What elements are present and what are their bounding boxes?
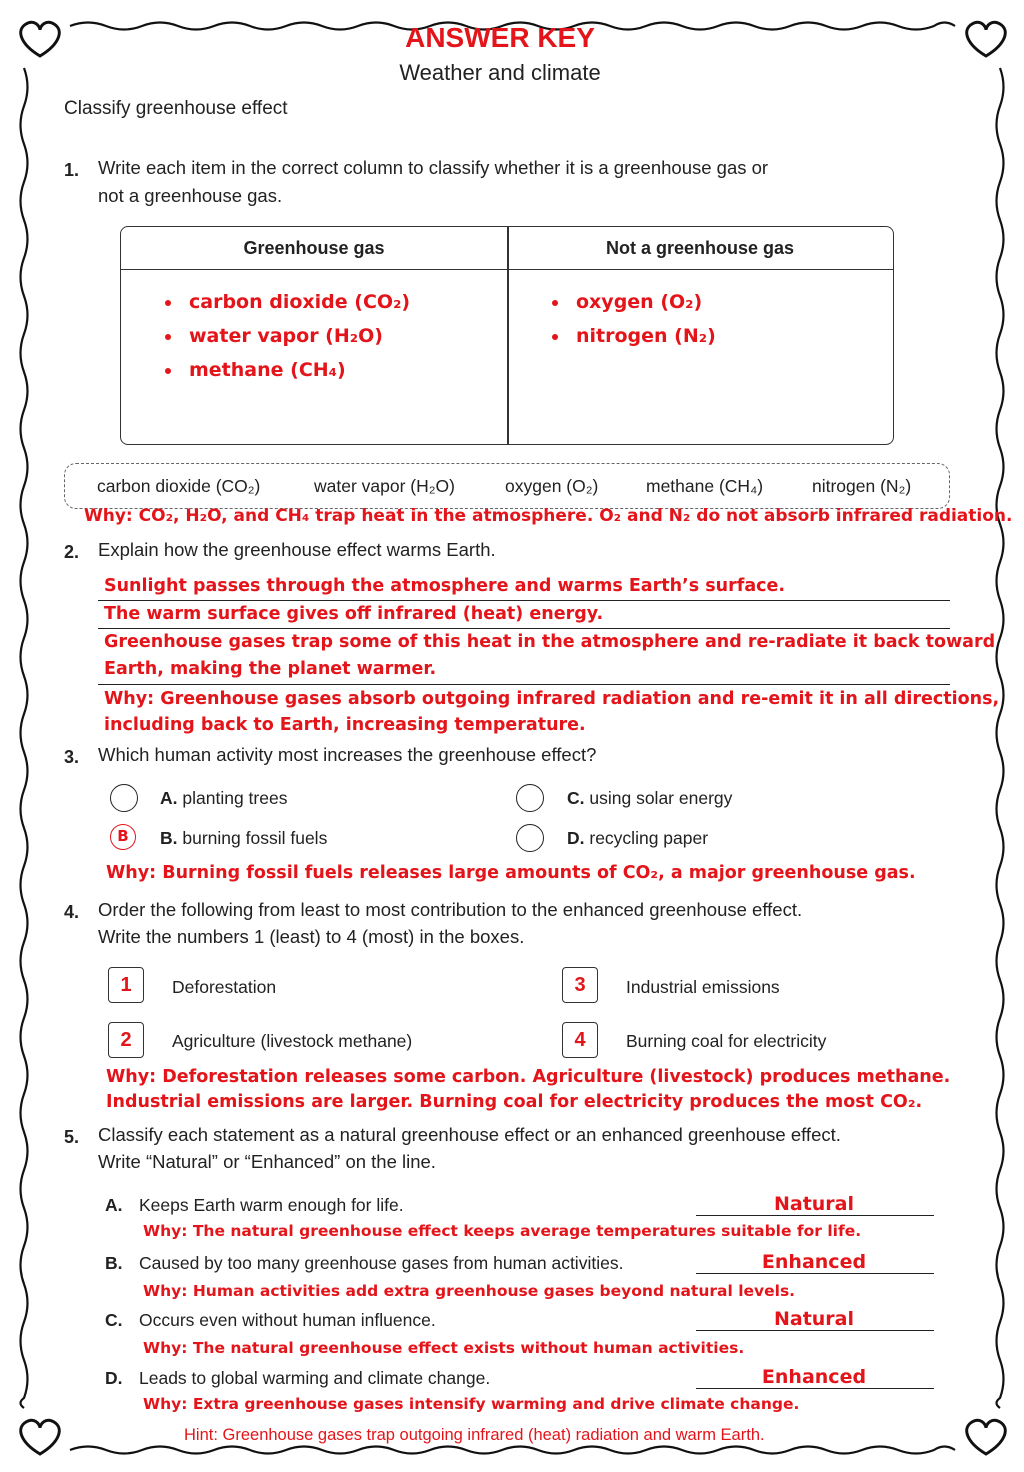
option-d[interactable]: D. recycling paper: [567, 828, 709, 848]
question-4-text-line1: Order the following from least to most contribution to the enhanced greenhouse effect.: [98, 899, 803, 920]
question-4-number: 4.: [64, 902, 80, 922]
option-c-radio[interactable]: [516, 784, 544, 812]
answer-line: [696, 1215, 934, 1216]
word-bank-item: methane (CH₄): [646, 476, 764, 496]
bullet-icon: [552, 300, 558, 306]
option-a[interactable]: A. planting trees: [160, 788, 288, 808]
rank-item-label: Industrial emissions: [626, 977, 780, 997]
statement-text: Occurs even without human influence.: [139, 1310, 436, 1330]
question-4-why-line1: Why: Deforestation releases some carbon. Agriculture (livestock) produces methane.: [106, 1067, 951, 1087]
answer-line: Sunlight passes through the atmosphere and warms Earth’s surface.: [104, 576, 786, 596]
question-1-text-line1: Write each item in the correct column to classify whether it is a greenhouse gas or: [98, 157, 769, 178]
list-item: water vapor (H₂O): [165, 319, 410, 353]
bullet-icon: [165, 368, 171, 374]
writing-line: [98, 600, 950, 601]
border-wave: [21, 68, 28, 1408]
section-heading: Classify greenhouse effect: [64, 98, 288, 119]
rank-item-label: Burning coal for electricity: [626, 1031, 827, 1051]
rank-box[interactable]: 3: [562, 967, 598, 1003]
question-4-why-line2: Industrial emissions are larger. Burning coal for electricity produces the most CO₂.: [106, 1092, 923, 1112]
border-wave: [997, 68, 1004, 1408]
statement-letter: C.: [105, 1310, 123, 1330]
word-bank-item: oxygen (O₂): [505, 476, 599, 496]
page-title: ANSWER KEY: [405, 22, 595, 53]
statement-answer[interactable]: Natural: [773, 1308, 855, 1330]
hint-text: Hint: Greenhouse gases trap outgoing infrared (heat) radiation and warm Earth.: [184, 1426, 765, 1444]
question-1-number: 1.: [64, 160, 80, 180]
not-greenhouse-gas-list: [552, 285, 716, 353]
statement-letter: B.: [105, 1253, 123, 1273]
classification-table: [120, 226, 894, 445]
question-2-why-line1: Why: Greenhouse gases absorb outgoing infrared radiation and re-emit it in all directions,: [104, 689, 1000, 709]
question-2-text: Explain how the greenhouse effect warms Earth.: [98, 539, 496, 560]
question-3-why: Why: Burning fossil fuels releases large amounts of CO₂, a major greenhouse gas.: [106, 863, 916, 883]
statement-text: Caused by too many greenhouse gases from human activities.: [139, 1253, 624, 1273]
column-header-greenhouse-gas: Greenhouse gas: [121, 227, 507, 270]
rank-box[interactable]: 2: [108, 1022, 144, 1058]
heart-icon: [21, 1420, 60, 1454]
question-3-number: 3.: [64, 747, 80, 767]
writing-line: [98, 628, 950, 629]
question-5-text-line2: Write “Natural” or “Enhanced” on the line.: [98, 1151, 436, 1172]
word-bank-item: water vapor (H₂O): [314, 476, 455, 496]
question-1-why: Why: CO₂, H₂O, and CH₄ trap heat in the atmosphere. O₂ and N₂ do not absorb infrared radiation.: [84, 506, 1013, 526]
option-b[interactable]: B. burning fossil fuels: [160, 828, 328, 848]
rank-box[interactable]: 1: [108, 967, 144, 1003]
word-bank: [64, 463, 950, 509]
statement-why: Why: The natural greenhouse effect exists without human activities.: [143, 1339, 745, 1357]
list-item: oxygen (O₂): [552, 285, 716, 319]
word-bank-item: nitrogen (N₂): [812, 476, 912, 496]
answer-line: [696, 1273, 934, 1274]
column-divider: [507, 227, 509, 444]
question-4-text-line2: Write the numbers 1 (least) to 4 (most) in the boxes.: [98, 926, 525, 947]
question-5-number: 5.: [64, 1127, 80, 1147]
question-3-text: Which human activity most increases the greenhouse effect?: [98, 744, 597, 765]
statement-letter: A.: [105, 1195, 123, 1215]
word-bank-item: carbon dioxide (CO₂): [97, 476, 261, 496]
bullet-icon: [165, 334, 171, 340]
greenhouse-gas-list: [165, 285, 410, 387]
option-c[interactable]: C. using solar energy: [567, 788, 733, 808]
question-2-number: 2.: [64, 542, 80, 562]
statement-why: Why: Human activities add extra greenhouse gases beyond natural levels.: [143, 1282, 796, 1300]
statement-text: Keeps Earth warm enough for life.: [139, 1195, 404, 1215]
list-item: carbon dioxide (CO₂): [165, 285, 410, 319]
answer-line: Greenhouse gases trap some of this heat in the atmosphere and re-radiate it back toward: [104, 632, 996, 652]
answer-line: [696, 1330, 934, 1331]
answer-line: Earth, making the planet warmer.: [104, 659, 437, 679]
statement-letter: D.: [105, 1368, 123, 1388]
question-2-why-line2: including back to Earth, increasing temperature.: [104, 715, 586, 735]
statement-answer[interactable]: Enhanced: [761, 1366, 867, 1388]
statement-answer[interactable]: Enhanced: [761, 1251, 867, 1273]
heart-icon: [967, 1420, 1006, 1454]
selected-mark: B: [117, 827, 129, 845]
page-subtitle: Weather and climate: [399, 60, 601, 85]
statement-why: Why: The natural greenhouse effect keeps average temperatures suitable for life.: [143, 1222, 862, 1240]
statement-why: Why: Extra greenhouse gases intensify warming and drive climate change.: [143, 1395, 800, 1413]
option-b-radio-selected[interactable]: [110, 824, 136, 850]
answer-line: The warm surface gives off infrared (heat) energy.: [104, 604, 604, 624]
border-wave: [70, 1447, 955, 1454]
rank-item-label: Agriculture (livestock methane): [172, 1031, 413, 1051]
writing-line: [98, 684, 950, 685]
answer-line: [696, 1388, 934, 1389]
option-d-radio[interactable]: [516, 824, 544, 852]
statement-text: Leads to global warming and climate change.: [139, 1368, 491, 1388]
rank-box[interactable]: 4: [562, 1022, 598, 1058]
rank-item-label: Deforestation: [172, 977, 277, 997]
bullet-icon: [165, 300, 171, 306]
option-a-radio[interactable]: [110, 784, 138, 812]
column-header-not-greenhouse-gas: Not a greenhouse gas: [507, 227, 893, 270]
list-item: nitrogen (N₂): [552, 319, 716, 353]
question-1-text-line2: not a greenhouse gas.: [98, 185, 283, 206]
question-5-text-line1: Classify each statement as a natural greenhouse effect or an enhanced greenhouse effect.: [98, 1124, 841, 1145]
statement-answer[interactable]: Natural: [773, 1193, 855, 1215]
list-item: methane (CH₄): [165, 353, 410, 387]
bullet-icon: [552, 334, 558, 340]
